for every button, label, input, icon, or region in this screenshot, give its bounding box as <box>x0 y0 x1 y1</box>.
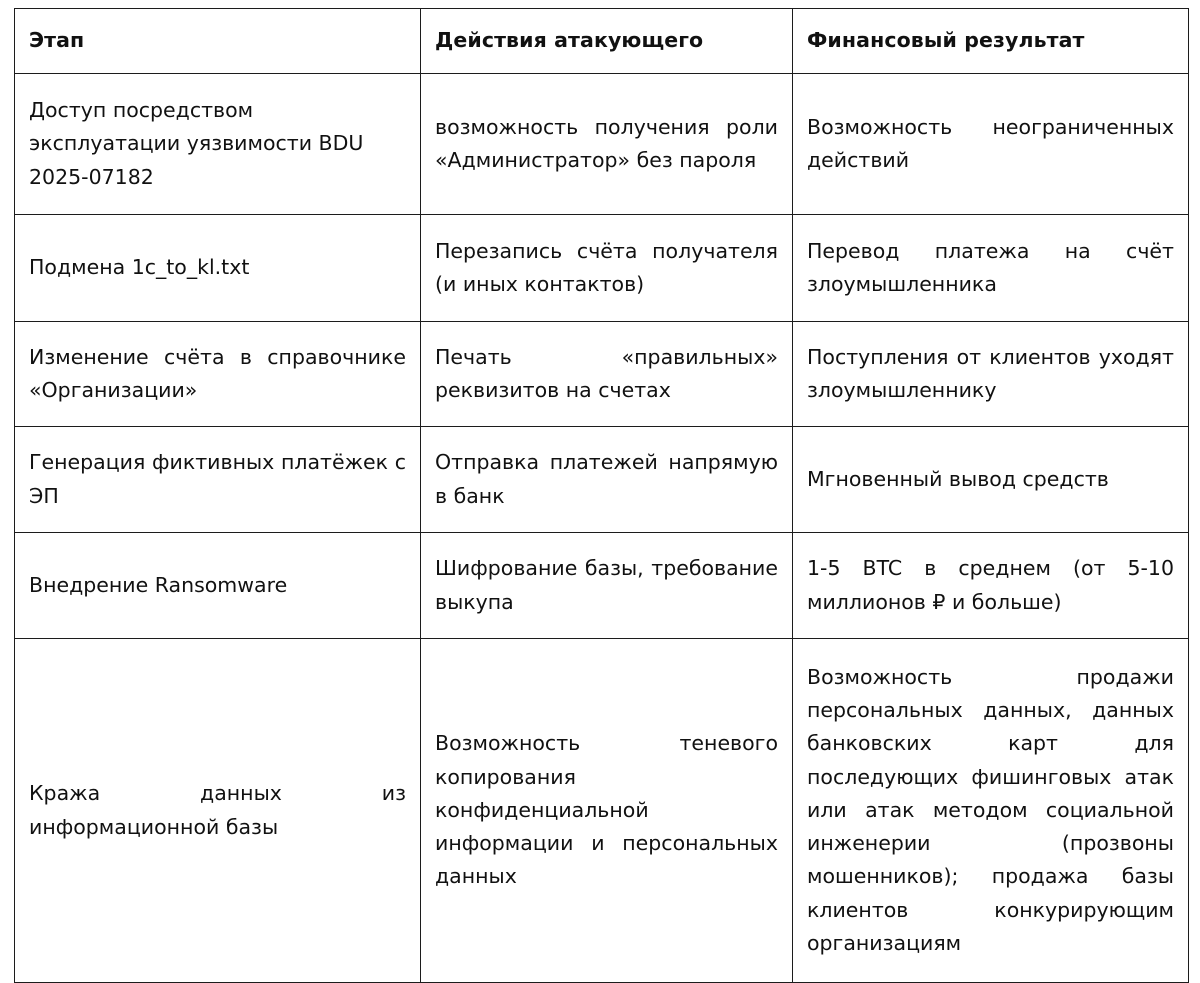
cell-action-text: Отправка платежей напрямую в банк <box>435 450 778 508</box>
cell-action <box>421 533 793 639</box>
cell-result <box>793 427 1189 533</box>
cell-result-text: Возможность продажи персональных данных, данных банковских карт для последующих фишинговых атак или атак методом социальной инженерии (прозвоны мошенников); продажа базы клиентов конкурирующим организациям <box>807 665 1174 955</box>
cell-stage-text: Доступ посредством эксплуатации уязвимости BDU 2025-07182 <box>29 98 364 189</box>
cell-stage-text: Кража данных из информационной базы <box>29 781 406 839</box>
table-header-row <box>15 9 1189 74</box>
table-row <box>15 639 1189 983</box>
cell-action-text: Шифрование базы, требование выкупа <box>435 556 778 614</box>
table-body <box>15 74 1189 983</box>
table-header <box>15 9 1189 74</box>
cell-action <box>421 322 793 427</box>
cell-action <box>421 639 793 983</box>
cell-result <box>793 533 1189 639</box>
cell-stage-text: Внедрение Ransomware <box>29 572 288 597</box>
attack-scenario-table <box>14 8 1189 983</box>
cell-stage <box>15 74 421 215</box>
cell-result-text: Мгновенный вывод средств <box>807 466 1109 491</box>
cell-action <box>421 74 793 215</box>
cell-action-text: возможность получения роли «Администратор» без пароля <box>435 114 778 172</box>
cell-result-text: Возможность неограниченных действий <box>807 114 1174 172</box>
column-header-result: Финансовый результат <box>793 9 1189 74</box>
cell-action <box>421 215 793 322</box>
cell-action <box>421 427 793 533</box>
cell-result <box>793 322 1189 427</box>
column-header-action: Действия атакующего <box>421 9 793 74</box>
cell-result-text: 1-5 BTC в среднем (от 5-10 миллионов ₽ и больше) <box>807 556 1174 614</box>
cell-result-text: Поступления от клиентов уходят злоумышленнику <box>807 344 1174 402</box>
cell-action-text: Перезапись счёта получателя (и иных контактов) <box>435 238 778 296</box>
table-row <box>15 215 1189 322</box>
cell-stage-text: Подмена 1c_to_kl.txt <box>29 255 250 280</box>
table-row <box>15 533 1189 639</box>
cell-stage <box>15 533 421 639</box>
cell-action-text: Возможность теневого копирования конфиденциальной информации и персональных данных <box>435 731 778 889</box>
cell-stage-text: Генерация фиктивных платёжек с ЭП <box>29 450 406 508</box>
table-row <box>15 74 1189 215</box>
cell-stage <box>15 639 421 983</box>
cell-stage-text: Изменение счёта в справочнике «Организации» <box>29 344 406 402</box>
cell-result-text: Перевод платежа на счёт злоумышленника <box>807 238 1174 296</box>
cell-result <box>793 639 1189 983</box>
cell-result <box>793 215 1189 322</box>
cell-stage <box>15 215 421 322</box>
cell-result <box>793 74 1189 215</box>
table-row <box>15 322 1189 427</box>
table-row <box>15 427 1189 533</box>
cell-stage <box>15 427 421 533</box>
column-header-stage: Этап <box>15 9 421 74</box>
cell-action-text: Печать «правильных» реквизитов на счетах <box>435 344 778 402</box>
cell-stage <box>15 322 421 427</box>
